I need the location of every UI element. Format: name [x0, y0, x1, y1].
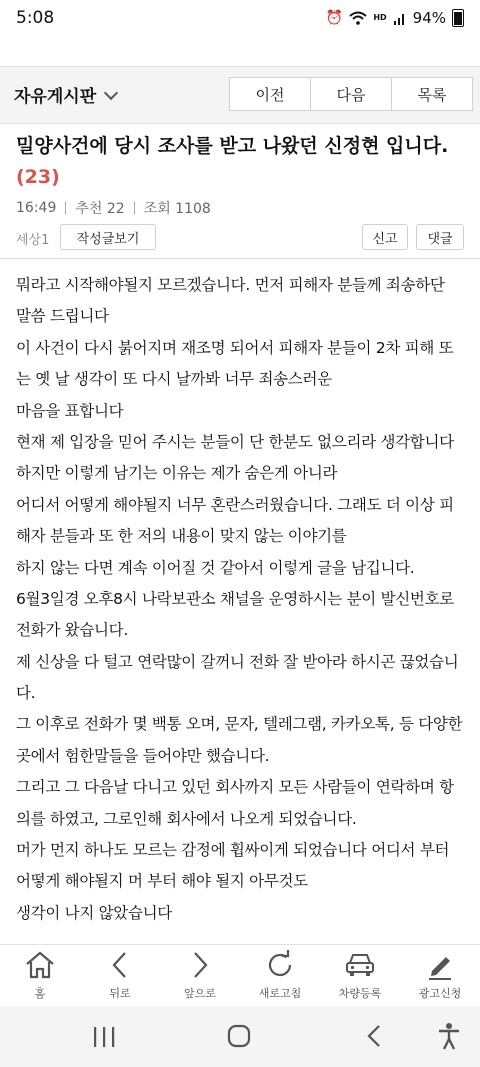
post-body-line: 제 신상을 다 털고 연락많이 갈꺼니 전화 잘 받아라 하시곤 끊었습니 — [16, 652, 459, 671]
status-bar — [0, 0, 480, 36]
list-button[interactable]: 목록 — [391, 77, 473, 111]
author-row — [16, 224, 464, 252]
post-body-line: 이 사건이 다시 붉어지며 재조명 되어서 피해자 분들이 2차 피해 또 — [16, 338, 454, 357]
post-body-line: 6월3일경 오후8시 나락보관소 채널을 운영하시는 분이 발신번호로 — [16, 589, 454, 608]
refresh-icon — [264, 949, 296, 981]
battery-level: 94% — [412, 9, 446, 27]
back-label: 뒤로 — [109, 987, 131, 1000]
forward-icon — [184, 949, 216, 981]
recent-apps-icon[interactable] — [92, 1026, 116, 1048]
post-body-line: 하지 않는 다면 계속 이어질 것 같아서 이렇게 글을 남깁니다. — [16, 558, 415, 577]
post-body-line: 말씀 드립니다 — [16, 307, 109, 326]
status-icons — [326, 9, 464, 27]
board-header — [0, 66, 480, 124]
post-body-line: 생각이 나지 않았습니다 — [16, 903, 172, 922]
back-icon — [104, 949, 136, 981]
car-icon — [344, 949, 376, 981]
chevron-down-icon — [104, 85, 118, 99]
comment-count[interactable]: (23) — [16, 166, 60, 188]
post-body-line: 어떻게 해야될지 머 부터 해야 될지 아무것도 — [16, 872, 308, 891]
post-body-line: 곳에서 험한말들을 들어야만 했습니다. — [16, 746, 270, 765]
post-body-line: 다. — [16, 684, 36, 703]
bottom-toolbar — [0, 944, 480, 1007]
car-register-label: 차량등록 — [338, 987, 382, 1000]
wifi-icon — [349, 11, 367, 25]
meta-separator — [134, 202, 135, 214]
post-body-line: 그 이후로 전화가 몇 백통 오며, 문자, 텔레그램, 카카오톡, 등 다양한 — [16, 715, 463, 734]
board-name: 자유게시판 — [14, 87, 97, 107]
post-body-line: 현재 제 입장을 믿어 주시는 분들이 단 한분도 없으리라 생각합니다 — [16, 432, 454, 451]
pencil-icon — [424, 949, 456, 981]
home-button[interactable] — [0, 945, 80, 1007]
next-button[interactable]: 다음 — [310, 77, 392, 111]
home-nav-icon[interactable] — [227, 1024, 251, 1048]
divider — [0, 258, 480, 259]
back-nav-icon[interactable] — [364, 1024, 384, 1048]
battery-icon — [452, 9, 464, 27]
car-register-button[interactable] — [320, 945, 400, 1007]
refresh-button[interactable] — [240, 945, 320, 1007]
forward-label: 앞으로 — [184, 987, 216, 1000]
post-time: 16:49 — [16, 200, 57, 216]
home-icon — [24, 949, 56, 981]
forward-button[interactable] — [160, 945, 240, 1007]
view-posts-button[interactable]: 작성글보기 — [60, 224, 156, 250]
post-body-line: 의를 하였고, 그로인해 회사에서 나오게 되었습니다. — [16, 809, 357, 828]
back-button[interactable] — [80, 945, 160, 1007]
post-body-line: 해자 분들과 또 한 저의 내용이 맞지 않는 이야기를 — [16, 527, 347, 546]
post-title: 밀양사건에 당시 조사를 받고 나왔던 신정현 입니다. — [16, 135, 449, 157]
signal-icon — [393, 11, 407, 25]
ad-request-label: 광고신청 — [418, 987, 462, 1000]
system-nav-bar — [0, 1006, 480, 1067]
post-body-line: 뭐라고 시작해야될지 모르겠습니다. 먼저 피해자 분들께 죄송하단 — [16, 276, 445, 294]
post-views: 조회 1108 — [143, 201, 211, 217]
post-meta — [16, 198, 211, 218]
ad-request-button[interactable] — [400, 945, 480, 1007]
accessibility-icon[interactable] — [437, 1022, 461, 1050]
post-recommend: 추천 22 — [75, 201, 125, 217]
status-time: 5:08 — [16, 8, 55, 28]
network-badge: HD — [373, 13, 387, 22]
post-body-line: 마음을 표합니다 — [16, 401, 124, 420]
prev-button[interactable]: 이전 — [229, 77, 311, 111]
post-body-line: 머가 먼지 하나도 모르는 감정에 휩싸이게 되었습니다 어디서 부터 — [16, 841, 450, 860]
alarm-icon: ⏰ — [325, 10, 344, 26]
author-name[interactable]: 세상1 — [16, 233, 50, 248]
post-body-line: 는 옛 날 생각이 또 다시 날까봐 너무 죄송스러운 — [16, 370, 332, 389]
meta-separator — [65, 202, 66, 214]
refresh-label: 새로고침 — [258, 987, 302, 1000]
comment-button[interactable]: 댓글 — [416, 224, 464, 250]
post-body-line: 하지만 이렇게 남기는 이유는 제가 숨은게 아니라 — [16, 464, 338, 483]
board-selector[interactable] — [14, 82, 116, 107]
home-label: 홈 — [34, 987, 46, 1000]
post-body-line: 전화가 왔습니다. — [16, 621, 128, 640]
post-body-line: 어디서 어떻게 해야될지 너무 혼란스러웠습니다. 그래도 더 이상 피 — [16, 495, 454, 514]
report-button[interactable]: 신고 — [362, 224, 408, 250]
post-body — [16, 270, 468, 929]
post-body-line: 그리고 그 다음날 다니고 있던 회사까지 모든 사람들이 연락하며 항 — [16, 778, 454, 797]
